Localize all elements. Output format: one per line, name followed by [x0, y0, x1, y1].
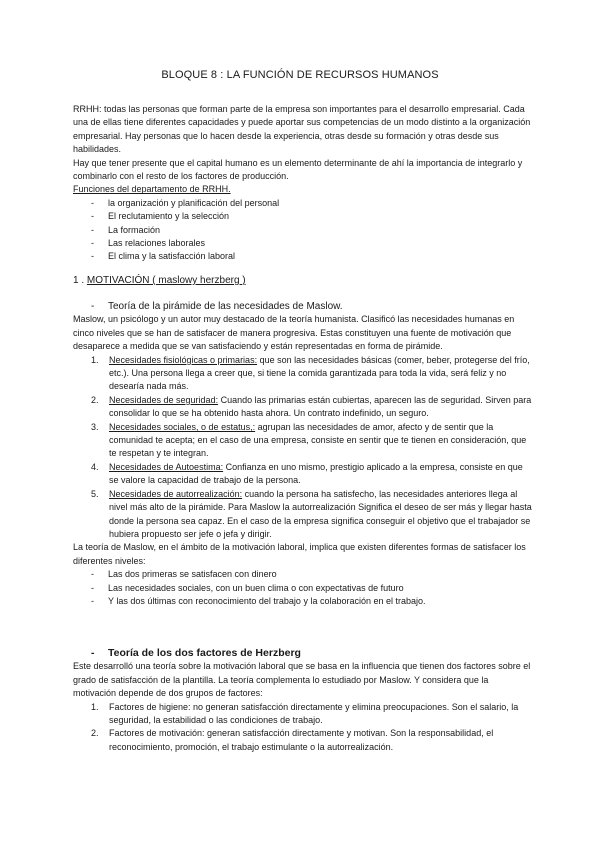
intro-paragraph-1: RRHH: todas las personas que forman parte de la empresa son importantes para el desarrollo empresarial. Cada una de ellas tiene diferentes capacidades y puede aportar sus competencias de un modo distinto a la organización empresarial. Hay personas que lo hacen desde la experiencia, otras desde su formación y otras desde sus habilidades.	[73, 104, 531, 155]
list-item: - El clima y la satisfacción laboral	[73, 250, 533, 263]
intro-section	[73, 103, 533, 264]
list-item: 2. Factores de motivación: generan satisfacción directamente y motivan. Son la responsabilidad, el reconocimiento, promoción, el trabajo estimulante o la autorrealización.	[91, 728, 494, 752]
list-item: 3. Necesidades sociales, o de estatus,: agrupan las necesidades de amor, afecto y de sentir que la comunidad te acepta; en el caso de una empresa, consiste en sentir que te tienen en consideración, que te respetan y te integran.	[91, 421, 527, 459]
list-item: 1. Necesidades fisiológicas o primarias: que son las necesidades básicas (comer, beber, protegerse del frío, etc.). Una persona llega a creer que, si tiene la comida garantizada para toda la vida, será feliz y no desearía nada más.	[91, 354, 530, 392]
list-item: - Las dos primeras se satisfacen con dinero	[73, 568, 533, 581]
list-item: - Las relaciones laborales	[73, 237, 533, 250]
herzberg-paragraph: Este desarrolló una teoría sobre la motivación laboral que se basa en la influencia que tienen dos factores sobre el grado de satisfacción de la plantilla. La teoría complementa lo estudiado por Maslow. Y considera que la motivación depende de dos grupos de factores:	[73, 661, 531, 699]
list-item: 4. Necesidades de Autoestima: Confianza en uno mismo, prestigio aplicado a la empresa, consiste en que se valore la capacidad de trabajo de la persona.	[91, 461, 523, 486]
herzberg-theory-bullet: - Teoría de los dos factores de Herzberg	[73, 647, 533, 660]
needs-list	[73, 354, 533, 542]
section-heading	[73, 274, 533, 287]
list-item: - la organización y planificación del personal	[73, 197, 533, 210]
functions-heading: Funciones del departamento de RRHH.	[73, 184, 231, 195]
maslow-work-paragraph: La teoría de Maslow, en el ámbito de la motivación laboral, implica que existen diferentes formas de satisfacer los diferentes niveles:	[73, 542, 526, 566]
factors-list	[73, 701, 533, 755]
section-number: 1 .	[73, 275, 85, 286]
list-item: 2. Necesidades de seguridad: Cuando las primarias están cubiertas, aparecen las de seguridad. Sirven para consolidar lo que se ha obtenido hasta ahora. Un contrato indefinido, un seguro.	[91, 394, 532, 419]
herzberg-section	[73, 647, 533, 754]
section-title: MOTIVACIÓN ( maslowy herzberg )	[86, 275, 246, 286]
list-item: - Y las dos últimas con reconocimiento del trabajo y la colaboración en el trabajo.	[73, 595, 533, 608]
maslow-paragraph: Maslow, un psicólogo y un autor muy destacado de la teoría humanista. Clasificó las necesidades humanas en cinco niveles que se han de satisfacer de manera progresiva. Estas constituyen una fuente de motivación que desaparece a medida que se van satisfaciendo y están representadas en forma de pirámide.	[73, 314, 515, 352]
maslow-section	[73, 300, 533, 608]
list-item: 5. Necesidades de autorrealización: cuando la persona ha satisfecho, las necesidades anteriores llega al nivel más alto de la pirámide. Para Maslow la autorrealización Significa el deseo de ser más y llegar hasta donde la persona sea capaz. En el caso de la empresa significa conseguir el objetivo que el trabajador se hubiera propuesto ser jefe o jefa y dirigir.	[91, 488, 532, 539]
list-item: - La formación	[73, 224, 533, 237]
work-list	[73, 568, 533, 608]
list-item: - El reclutamiento y la selección	[73, 210, 533, 223]
functions-list	[73, 197, 533, 264]
intro-paragraph-2: Hay que tener presente que el capital humano es un elemento determinante de ahí la importancia de integrarlo y combinarlo con el resto de los factores de producción.	[73, 157, 523, 182]
maslow-theory-bullet: - Teoría de la pirámide de las necesidades de Maslow.	[73, 300, 533, 313]
list-item: 1. Factores de higiene: no generan satisfacción directamente y elimina preocupaciones. Son el salario, la seguridad, la estabilidad o las condiciones de trabajo.	[91, 701, 519, 726]
page-title: BLOQUE 8 : LA FUNCIÓN DE RECURSOS HUMANOS	[161, 69, 439, 81]
list-item: - Las necesidades sociales, con un buen clima o con expectativas de futuro	[73, 582, 533, 595]
